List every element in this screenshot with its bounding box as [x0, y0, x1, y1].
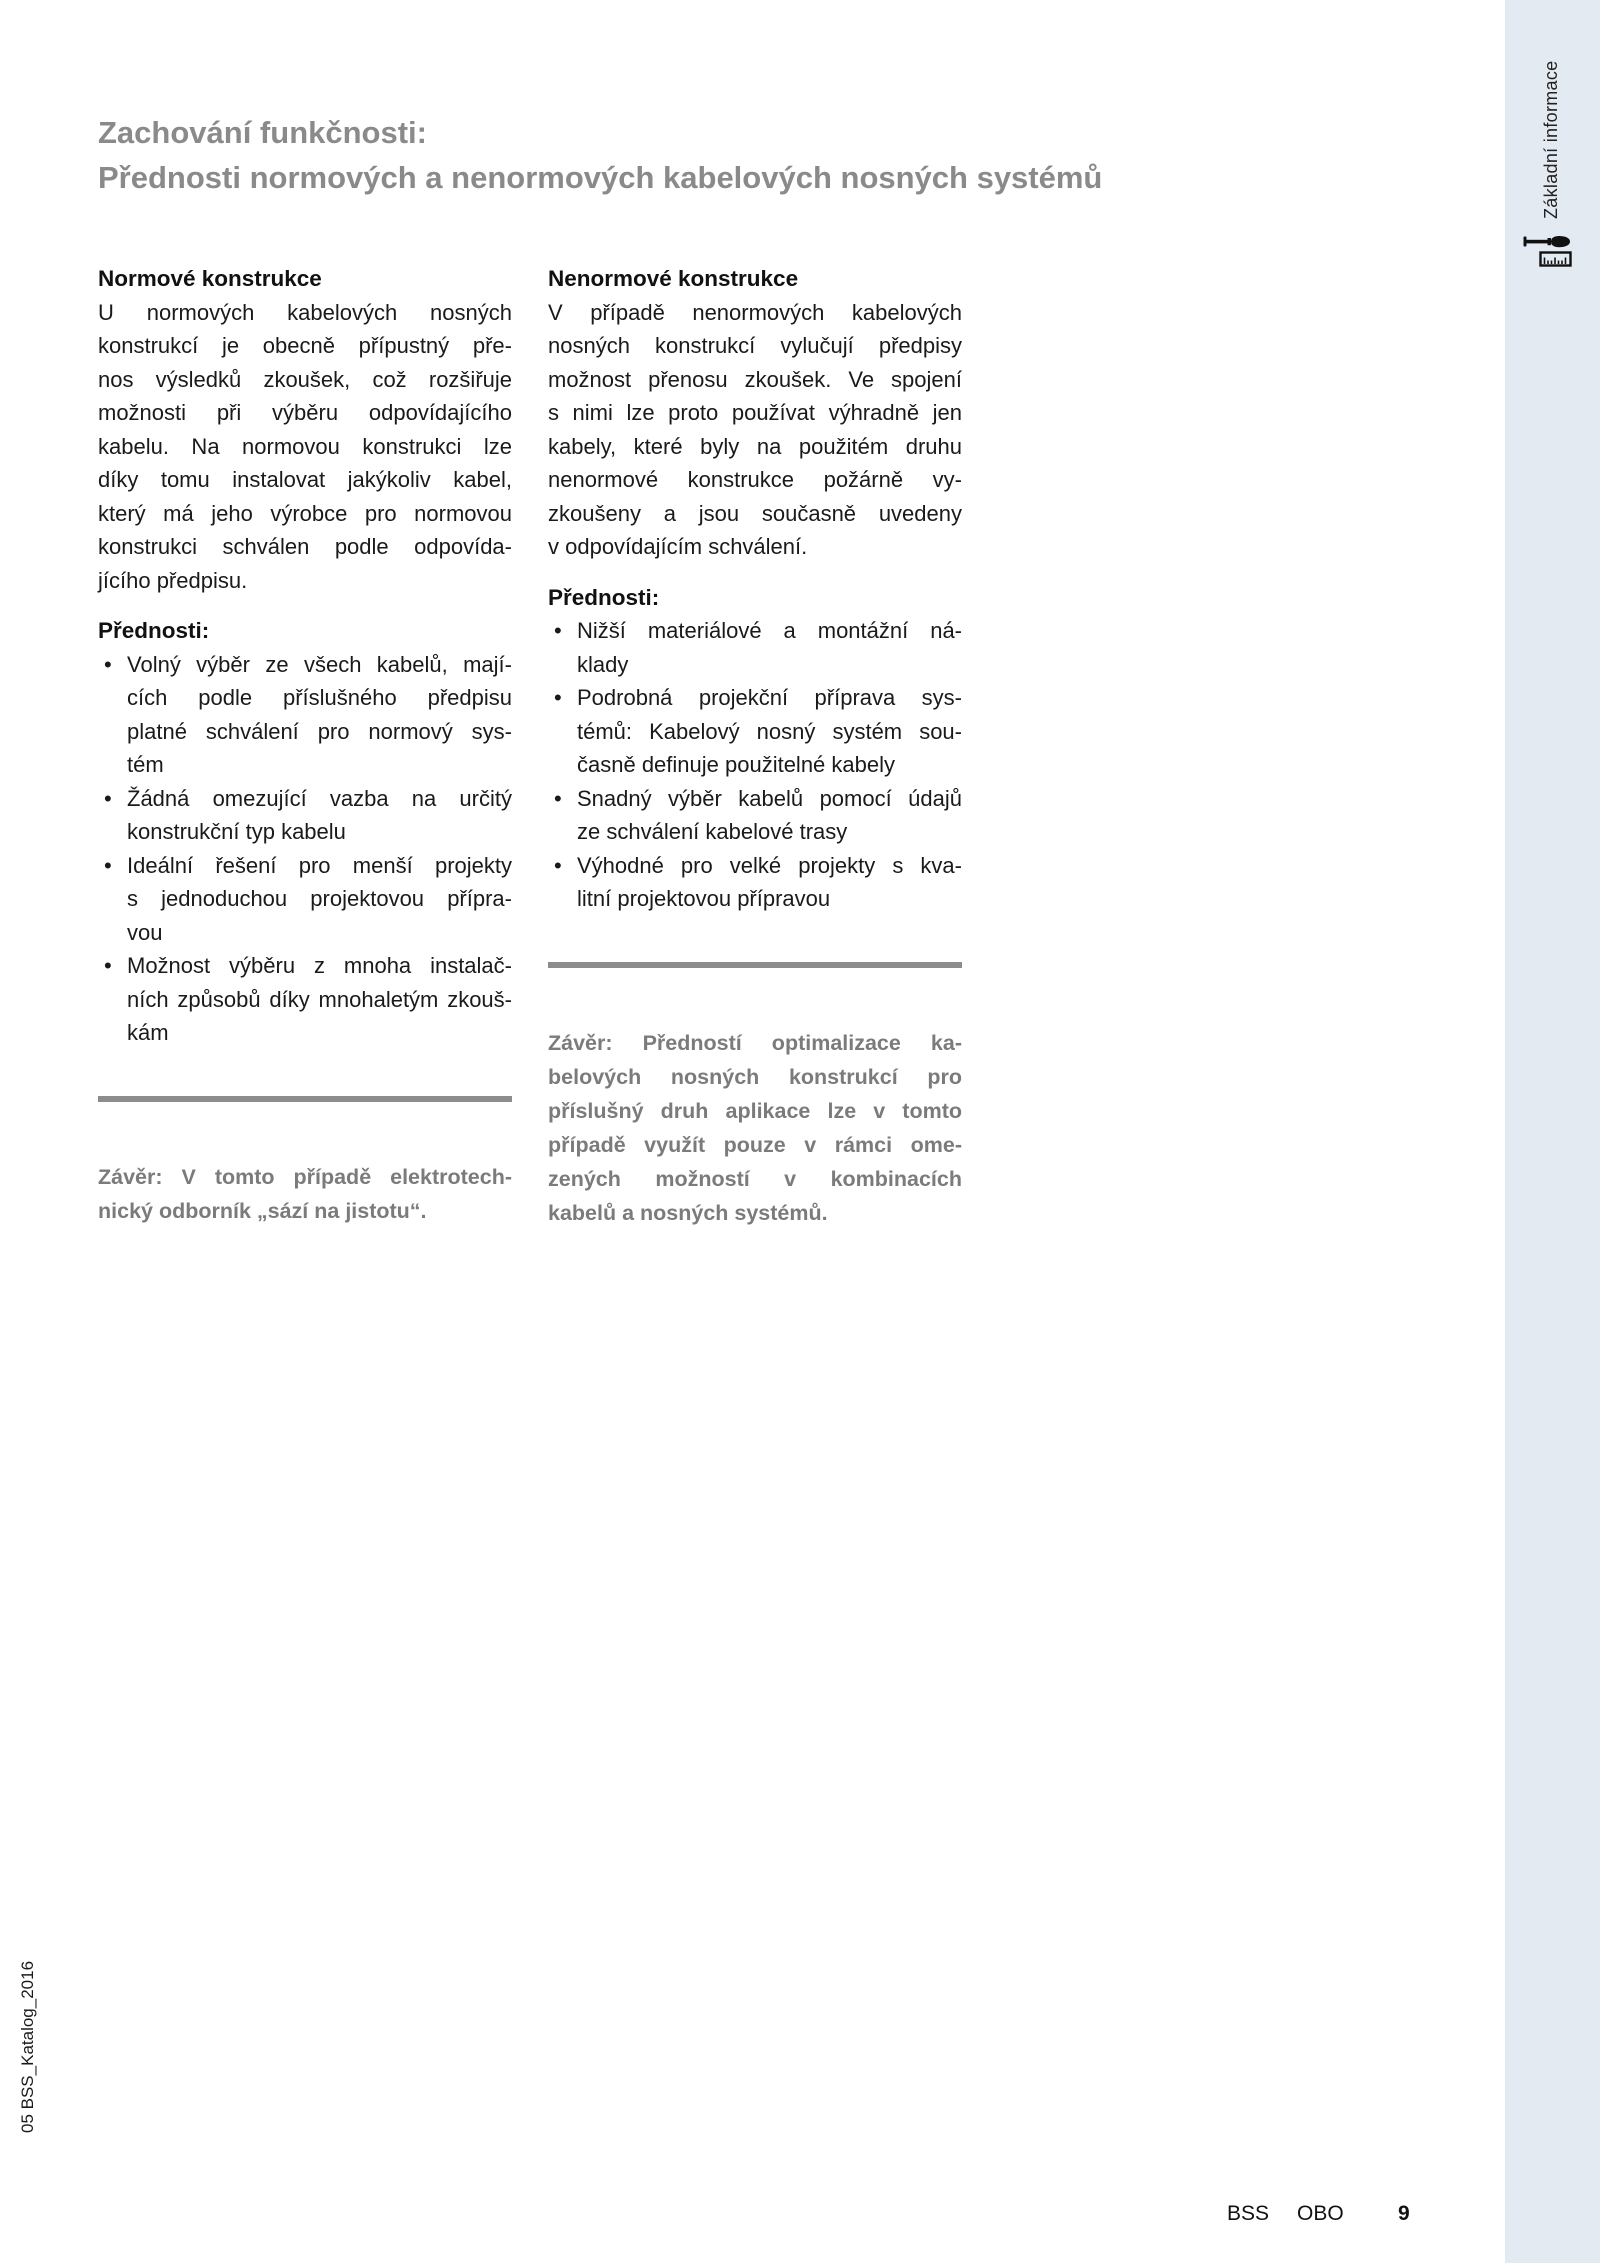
benefits-heading: Přednosti:: [548, 584, 660, 610]
conclusion-text: Závěr: V tomto případě elektrotech- nický odborník „sází na jistotu“.: [98, 1164, 512, 1223]
benefits-list: [548, 614, 962, 916]
column-nonstandard-constructions: [548, 262, 962, 1230]
page-footer: [1227, 2202, 1447, 2232]
page-title-line-1: Zachování funkčnosti:: [98, 115, 427, 150]
list-item: • Podrobná projekční příprava sys- témů: Kabelový nosný systém sou- časně definuje použitelné kabely: [548, 681, 962, 782]
footer-brand-obo: OBO: [1297, 2202, 1344, 2225]
section-tab-label: Základní informace: [1541, 60, 1561, 219]
list-item: • Možnost výběru z mnoha instalač- ních způsobů díky mnohaletým zkouš- kám: [98, 949, 512, 1050]
list-item: • Výhodné pro velké projekty s kva- litní projektovou přípravou: [548, 849, 962, 916]
list-item: • Nižší materiálové a montážní ná- klady: [548, 614, 962, 681]
column-heading: Normové konstrukce: [98, 266, 322, 291]
screwdriver-ruler-icon: [1523, 233, 1573, 274]
section-tab: [1505, 0, 1600, 2263]
page-title: [98, 110, 1298, 200]
page-title-line-2: Přednosti normových a nenormových kabelových nosných systémů: [98, 160, 1103, 195]
footer-brand-bss: BSS: [1227, 2202, 1270, 2225]
spine-label: 05 BSS_Katalog_2016: [18, 1960, 37, 2133]
list-item: • Snadný výběr kabelů pomocí údajů ze schválení kabelové trasy: [548, 782, 962, 849]
list-item: • Žádná omezující vazba na určitý konstrukční typ kabelu: [98, 782, 512, 849]
footer-page-number: 9: [1398, 2202, 1410, 2225]
benefits-heading: Přednosti:: [98, 618, 210, 643]
list-item: • Volný výběr ze všech kabelů, mají- cích podle příslušného předpisu platné schválení pro normový sys- tém: [98, 648, 512, 782]
column-paragraph: V případě nenormových kabelových nosných konstrukcí vylučují předpisy možnost přenosu zkoušek. Ve spojení s nimi lze proto používat výhradně jen kabely, které byly na použitém druhu nenormové konstrukce požárně vy- zkoušeny a jsou současně uvedeny v odpovídajícím schválení.: [548, 299, 962, 559]
column-heading: Nenormové konstrukce: [548, 266, 799, 291]
conclusion-text: Závěr: Předností optimalizace ka- belových nosných konstrukcí pro příslušný druh aplikace lze v tomto případě využít pouze v rámci ome- zených možností v kombinacích kabelů a nosných systémů.: [548, 1030, 962, 1225]
divider-rule: [98, 1096, 512, 1102]
divider-rule: [548, 962, 962, 968]
list-item: • Ideální řešení pro menší projekty s jednoduchou projektovou přípra- vou: [98, 849, 512, 950]
benefits-list: [98, 648, 512, 1050]
column-paragraph: U normových kabelových nosných konstrukcí je obecně přípustný pře- nos výsledků zkoušek, což rozšiřuje možnosti při výběru odpovídajícího kabelu. Na normovou konstrukci lze díky tomu instalovat jakýkoliv kabel, který má jeho výrobce pro normovou konstrukci schválen podle odpovída- jícího předpisu.: [98, 299, 512, 593]
column-standard-constructions: [98, 262, 512, 1228]
